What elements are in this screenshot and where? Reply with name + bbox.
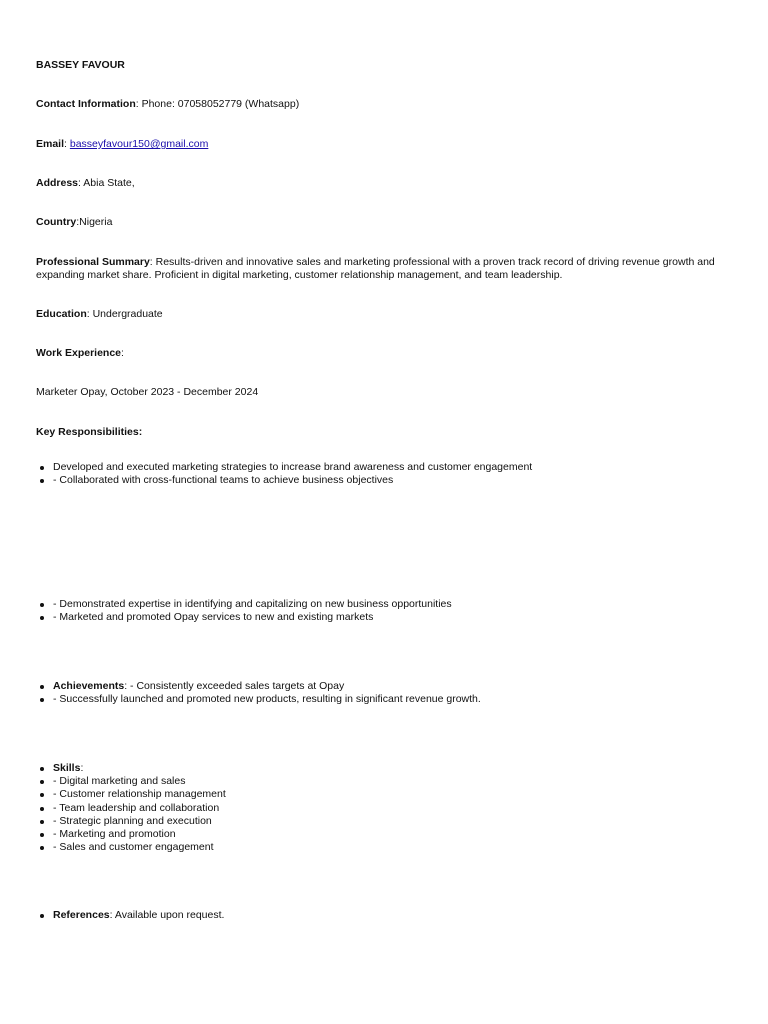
references-list <box>36 909 743 922</box>
contact-label: Contact Information <box>36 98 136 110</box>
country-value: :Nigeria <box>76 216 113 228</box>
list-item: - Successfully launched and promoted new products, resulting in significant revenue growth. <box>53 693 743 706</box>
contact-information <box>36 98 726 111</box>
summary-label: Professional Summary <box>36 256 150 268</box>
work-suffix: : <box>121 347 124 359</box>
responsibilities-list-1 <box>36 461 743 487</box>
list-item: - Customer relationship management <box>53 788 743 801</box>
list-item: - Team leadership and collaboration <box>53 802 743 815</box>
list-item: Achievements: - Consistently exceeded sales targets at Opay <box>53 680 743 693</box>
list-item: Skills: <box>53 762 743 775</box>
work-position: Marketer Opay, October 2023 - December 2024 <box>36 386 259 398</box>
email-label: Email <box>36 138 65 150</box>
achievements-label: Achievements <box>53 680 125 692</box>
email-link[interactable]: basseyfavour150@gmail.com <box>69 138 209 150</box>
key-responsibilities-heading: Key Responsibilities: <box>36 426 143 438</box>
list-item: - Collaborated with cross-functional teams to achieve business objectives <box>53 474 743 487</box>
skills-list <box>36 762 743 854</box>
country-line <box>36 216 726 229</box>
education-line <box>36 308 726 321</box>
list-item: - Digital marketing and sales <box>53 775 743 788</box>
work-label: Work Experience <box>36 347 122 359</box>
skills-label: Skills <box>53 762 81 774</box>
contact-value: : Phone: 07058052779 (Whatsapp) <box>135 98 300 110</box>
country-label: Country <box>36 216 77 228</box>
address-line <box>36 177 726 190</box>
professional-summary <box>36 256 726 282</box>
achievements-list <box>36 680 743 706</box>
address-label: Address <box>36 177 79 189</box>
list-item: - Strategic planning and execution <box>53 815 743 828</box>
email-separator: : <box>64 138 70 150</box>
education-value: : Undergraduate <box>86 308 163 320</box>
responsibilities-list-2 <box>36 598 743 624</box>
list-item: References: Available upon request. <box>53 909 743 922</box>
email-line <box>36 138 726 151</box>
address-value: : Abia State, <box>78 177 135 189</box>
list-item: Developed and executed marketing strategies to increase brand awareness and customer engagement <box>53 461 743 474</box>
list-item: - Sales and customer engagement <box>53 841 743 854</box>
work-experience-heading <box>36 347 726 360</box>
summary-value: : Results-driven and innovative sales and marketing professional with a proven track record of driving revenue growth and expanding market share. Proficient in digital marketing, customer relationship management, and team leadership. <box>36 256 715 281</box>
education-label: Education <box>36 308 87 320</box>
candidate-name: BASSEY FAVOUR <box>36 59 125 71</box>
list-item: - Marketing and promotion <box>53 828 743 841</box>
list-item: - Marketed and promoted Opay services to new and existing markets <box>53 611 743 624</box>
references-label: References <box>53 909 110 921</box>
list-item: - Demonstrated expertise in identifying and capitalizing on new business opportunities <box>53 598 743 611</box>
